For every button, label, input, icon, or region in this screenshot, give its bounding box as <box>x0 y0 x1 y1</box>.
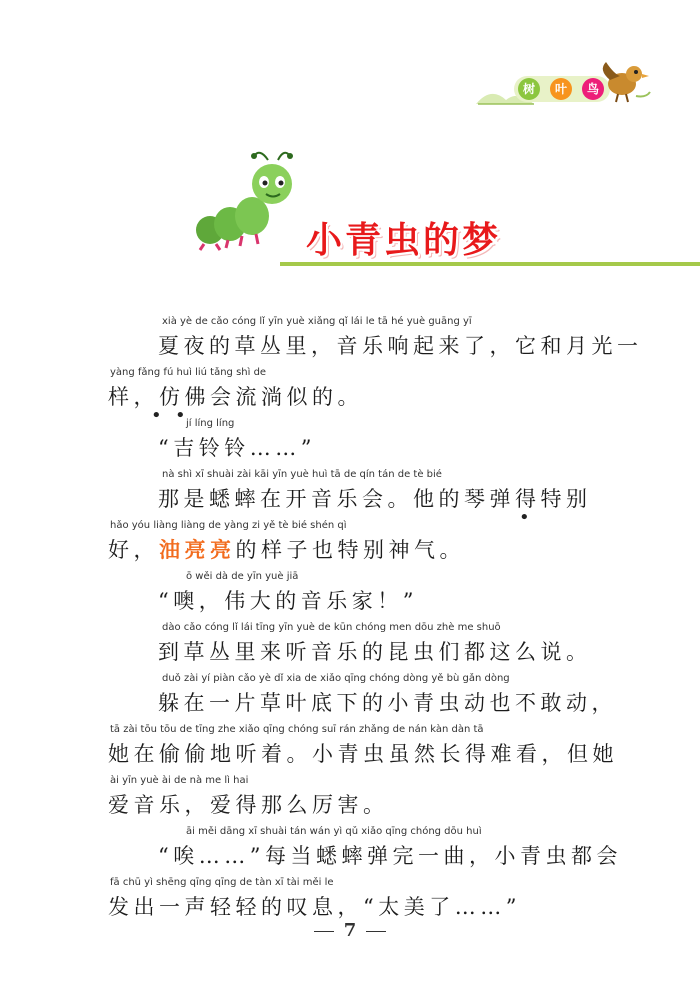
page-number-dash <box>366 931 386 932</box>
emphasis-dot: • <box>519 507 530 528</box>
text-line: 样，仿佛会流淌似的。 <box>108 385 363 409</box>
pinyin-line: yàng fǎng fú huì liú tǎng shì de <box>110 367 267 378</box>
line-rest: 的样子也特别神气。 <box>235 538 465 562</box>
page-number-dash <box>314 931 334 932</box>
text-line: “吉铃铃……” <box>158 436 316 460</box>
series-char-2: 叶 <box>550 78 572 100</box>
pinyin-line: dào cǎo cóng lǐ lái tīng yīn yuè de kūn chóng men dōu zhè me shuō <box>162 622 501 633</box>
emphasis-dot: • <box>175 405 186 426</box>
text-line <box>108 534 465 564</box>
pinyin-line: ō wěi dà de yīn yuè jiā <box>186 571 299 582</box>
page-title: 小青虫的梦 <box>306 220 502 261</box>
text-line: 那是蟋蟀在开音乐会。他的琴弹得特别 <box>158 487 592 511</box>
text-line: 发出一声轻轻的叹息，“太美了……” <box>108 895 521 919</box>
pinyin-line: āi měi dāng xī shuài tán wán yì qǔ xiǎo qīng chóng dōu huì <box>186 826 482 837</box>
page-number <box>0 920 700 941</box>
text-line: 夏夜的草丛里，音乐响起来了，它和月光一 <box>158 334 643 358</box>
title-area <box>180 150 540 270</box>
line-lead: 好， <box>108 538 159 562</box>
series-char-3: 鸟 <box>582 78 604 100</box>
bird-icon <box>596 52 652 108</box>
text-line: 躲在一片草叶底下的小青虫动也不敢动， <box>158 691 617 715</box>
pinyin-line: xià yè de cǎo cóng lǐ yīn yuè xiǎng qǐ lái le tā hé yuè guāng yī <box>162 316 472 327</box>
title-underline <box>280 262 700 266</box>
pinyin-line: jí líng líng <box>186 418 235 429</box>
pinyin-line: fā chū yì shēng qīng qīng de tàn xī tài měi le <box>110 877 334 888</box>
caterpillar-icon <box>180 150 310 260</box>
text-line: “噢，伟大的音乐家！” <box>158 589 418 613</box>
text-line: 爱音乐，爱得那么厉害。 <box>108 793 389 817</box>
highlight-word: 油亮亮 <box>159 537 236 562</box>
series-header <box>470 52 660 112</box>
emphasis-dot: • <box>151 405 162 426</box>
pinyin-line: tā zài tōu tōu de tīng zhe xiǎo qīng chóng suī rán zhǎng de nán kàn dàn tā <box>110 724 484 735</box>
pinyin-line: hǎo yóu liàng liàng de yàng zi yě tè bié shén qì <box>110 520 347 531</box>
text-line: 到草丛里来听音乐的昆虫们都这么说。 <box>158 640 592 664</box>
pinyin-line: nà shì xī shuài zài kāi yīn yuè huì tā de qín tán de tè bié <box>162 469 442 480</box>
text-line: “唉……”每当蟋蟀弹完一曲，小青虫都会 <box>158 844 622 868</box>
pinyin-line: duǒ zài yí piàn cǎo yè dǐ xia de xiǎo qīng chóng dòng yě bù gǎn dòng <box>162 673 510 684</box>
page-number-value: 7 <box>343 920 357 941</box>
pinyin-line: ài yīn yuè ài de nà me lì hai <box>110 775 249 786</box>
text-line: 她在偷偷地听着。小青虫虽然长得难看，但她 <box>108 742 618 766</box>
series-char-1: 树 <box>518 78 540 100</box>
